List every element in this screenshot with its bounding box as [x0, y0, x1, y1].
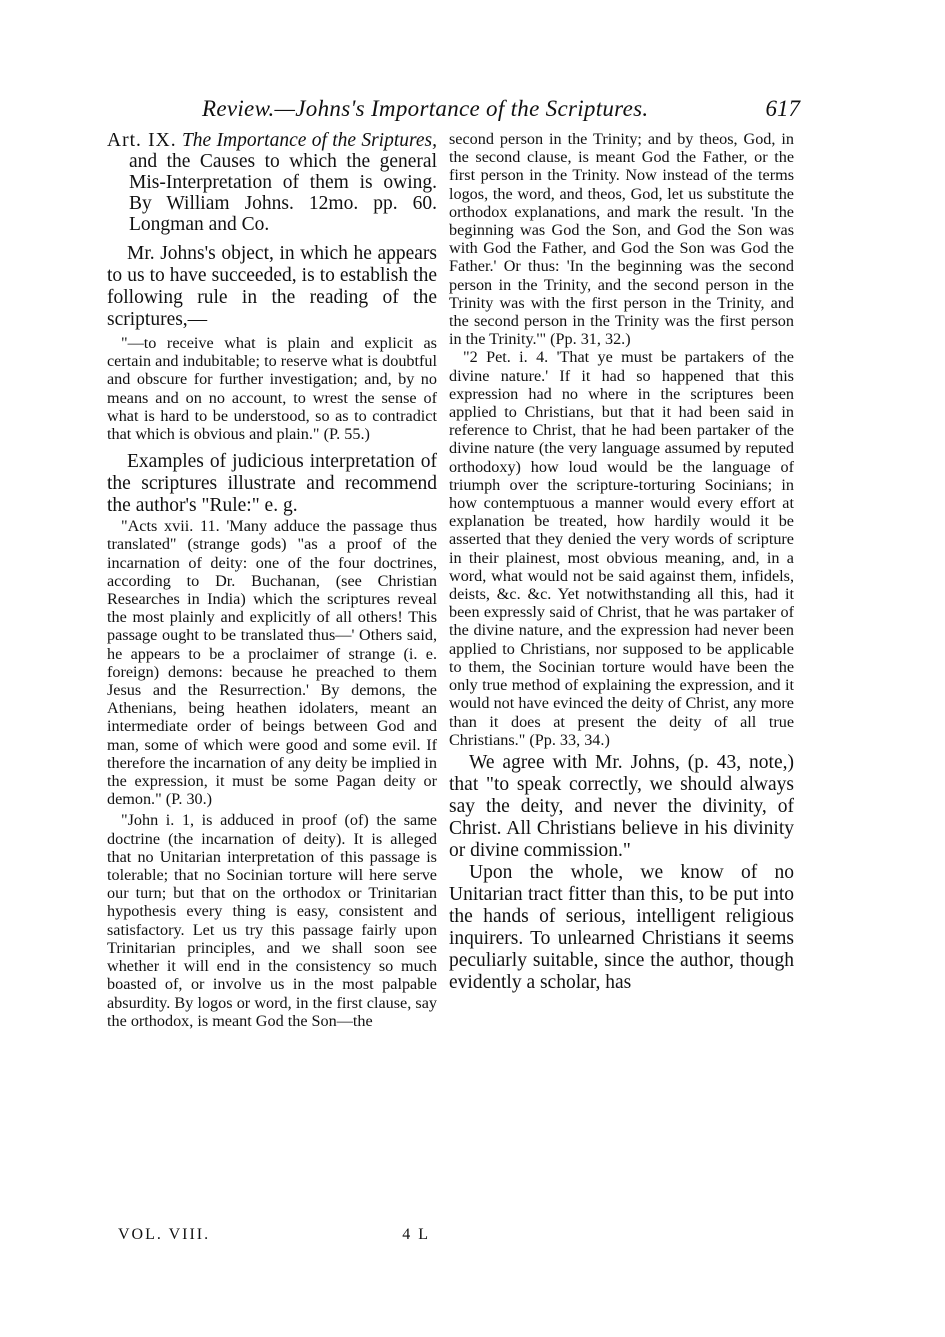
- examples-intro: Examples of judicious interpretation of the scriptures illustrate and recommend the author's "Rule:" e. g.: [107, 451, 437, 517]
- acts-quote: "Acts xvii. 11. 'Many adduce the passage thus translated" (strange gods) "as a proof of the incarnation of deity: one of the four doctrines, according to Dr. Buchanan, (see Christian Researches in India) which the scriptures reveal the most plainly and explicitly of all others! This passage ought to be translated thus—' Others said, he appears to be a proclaimer of strange (i. e. foreign) demons: because he preached to them Jesus and the Resurrection.' By demons, the Athenians, being heathen idolaters, meant an intermediate order of beings between God and man, some of which were good and some evil. If therefore the incarnation of any deity be implied in the expression, it must be some Pagan deity or demon." (P. 30.): [107, 517, 437, 809]
- signature-mark: 4 L: [402, 1226, 430, 1243]
- running-head: [110, 96, 800, 124]
- right-column: [449, 130, 794, 994]
- article-number: Art. IX.: [107, 130, 177, 151]
- conclusion-paragraph: Upon the whole, we know of no Unitarian tract fitter than this, to be put into the hands of serious, intelligent religious inquirers. To unlearned Christians it seems peculiarly suitable, since the author, though evidently a scholar, has: [449, 861, 794, 993]
- article-heading: [107, 130, 437, 235]
- article-title: The Importance of the Sriptures,: [181, 130, 437, 151]
- john-quote: "John i. 1, is adduced in proof (of) the same doctrine (the incarnation of deity). It is alleged that no Unitarian interpretation of this passage is tolerable; that no Socinian torture will here serve our turn; but that on the orthodox or Trinitarian hypothesis every thing is easy, consistent and satisfactory. Let us try this passage fairly upon Trinitarian principles, and we shall soon see whether it will end in the consistency so much boasted of, or involve us in the most palpable absurdity. By logos or word, in the first clause, say the orthodox, is meant God the Son—the: [107, 811, 437, 1030]
- agreement-paragraph: We agree with Mr. Johns, (p. 43, note,) that "to speak correctly, we should always say the deity, and never the divinity, of Christ. All Christians believe in his divinity or divine commission.": [449, 751, 794, 861]
- rule-quote: "—to receive what is plain and explicit as certain and indubitable; to reserve what is doubtful and obscure for further investigation; and, by no means and on no account, to wrest the sense of what is hard to be understood, so as to contradict that which is obvious and plain." (P. 55.): [107, 334, 437, 444]
- john-quote-continued: second person in the Trinity; and by theos, God, in the second clause, is meant God the Father, or the first person in the Trinity. Now instead of the terms logos, the word, and theos, God, let us substitute the orthodox explanations, and mark the result. 'In the beginning was God the Son, and God the Son was with God the Father, and God the Son was God the Father.' Or thus: 'In the beginning was the second person in the Trinity, and the second person in the Trinity was with the first person in the Trinity, and the second person in the Trinity was the first person in the Trinity.'" (Pp. 31, 32.): [449, 130, 794, 349]
- peter-quote: "2 Pet. i. 4. 'That ye must be partakers of the divine nature.' If it had so happened that this expression had no where in the scriptures been applied to Christians, but that it had been said in reference to Christ, that he had been partaker of the divine nature (the very language assumed by reputed orthodoxy) how loud would be the language of triumph over the scripture-torturing Socinians; in how contemptuous a manner would every effort at explanation be treated, how hardily would it be asserted that they denied the very words of scripture in their plainest, most obvious meaning, and, in a word, what would not be said against them, infidels, deists, &c. &c. Yet notwithstanding all this, had it been expressly said of Christ, that he was partaker of the divine nature, and the expression had never been applied to Christians, nor supposed to be applicable to them, the Socinian torture would have been the only true method of explaining the expression, and it would not have evinced the deity of Christ, any more than it does at present the deity of all true Christians." (Pp. 33, 34.): [449, 348, 794, 749]
- article-details: and the Causes to which the general Mis-Interpretation of them is owing. By William Johns. 12mo. pp. 60. Longman and Co.: [129, 151, 437, 235]
- page-footer: [118, 1226, 430, 1248]
- left-column: [107, 130, 437, 1030]
- running-title: Review.—Johns's Importance of the Scriptures.: [202, 96, 649, 121]
- intro-paragraph: Mr. Johns's object, in which he appears to us to have succeeded, is to establish the following rule in the reading of the scriptures,—: [107, 243, 437, 330]
- volume-number: VOL. VIII.: [118, 1226, 211, 1243]
- page-number: 617: [765, 96, 800, 121]
